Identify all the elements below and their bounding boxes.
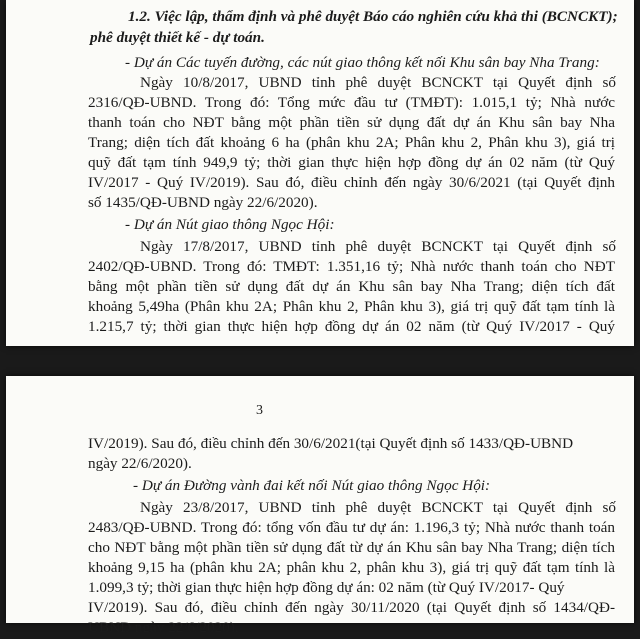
project-1-title: - Dự án Các tuyến đường, các nút giao thông kết nối Khu sân bay Nha Trang: [125, 54, 600, 71]
project-1-line-5: quỹ đất tạm tính 949,9 tỷ; thời gian thực hiện hợp đồng dự án 02 năm (từ Quý [88, 154, 615, 171]
project-2-line-1: Ngày 17/8/2017, UBND tỉnh phê duyệt BCNCKT tại Quyết định số [140, 238, 616, 255]
section-heading-line-2: phê duyệt thiết kế - dự toán. [90, 29, 265, 46]
project-3-line-7: UBND ngày 22/6/2020). [88, 619, 239, 636]
continuation-line-1: IV/2019). Sau đó, điều chỉnh đến 30/6/2021(tại Quyết định số 1433/QĐ-UBND [88, 435, 574, 452]
page-number: 3 [256, 403, 263, 418]
project-1-line-2: 2316/QĐ-UBND. Trong đó: Tổng mức đầu tư (TMĐT): 1.015,1 tỷ; Nhà nước [88, 94, 615, 111]
section-heading-line-1: 1.2. Việc lập, thẩm định và phê duyệt Báo cáo nghiên cứu khả thi (BCNCKT); [128, 8, 618, 25]
project-3-line-1: Ngày 23/8/2017, UBND tỉnh phê duyệt BCNCKT tại Quyết định số [140, 499, 616, 516]
project-2-line-5: 1.215,7 tỷ; thời gian thực hiện hợp đồng dự án 02 năm (từ Quý IV/2017 - Quý [88, 318, 615, 335]
project-3-line-5: 1.099,3 tỷ; thời gian thực hiện hợp đồng dự án: 02 năm (từ Quý IV/2017- Quý [88, 579, 565, 596]
document-page-bottom [6, 376, 634, 636]
project-1-line-7: số 1435/QĐ-UBND ngày 22/6/2020). [88, 194, 318, 211]
project-2-line-4: khoảng 5,49ha (Phân khu 2A; Phân khu 2, Phân khu 3), giá trị quỹ đất tạm tính là [88, 298, 615, 315]
project-3-line-3: cho NĐT bằng một phần tiền sử dụng đất từ dự án Khu sân bay Nha Trang; diện tích [88, 539, 615, 556]
project-3-title: - Dự án Đường vành đai kết nối Nút giao thông Ngọc Hội: [133, 477, 491, 494]
project-2-line-2: 2402/QĐ-UBND. Trong đó: TMĐT: 1.351,16 tỷ; Nhà nước thanh toán cho NĐT [88, 258, 615, 275]
project-3-line-6: IV/2019). Sau đó, điều chỉnh đến ngày 30/11/2020 (tại Quyết định số 1434/QĐ- [88, 599, 615, 616]
project-1-line-4: Trang; diện tích đất khoảng 6 ha (phân khu 2A; Phân khu 2, Phân khu 3), giá trị [88, 134, 615, 151]
document-page-top [6, 0, 634, 346]
project-2-line-3: bằng một phần tiền sử dụng đất dự án Khu sân bay Nha Trang; diện tích đất [88, 278, 615, 295]
project-3-line-4: khoảng 9,15 ha (phân khu 2A; phân khu 2, phân khu 3), giá trị quỹ đất tạm tính là [88, 559, 615, 576]
project-3-line-2: 2483/QĐ-UBND. Trong đó: tổng vốn đầu tư dự án: 1.196,3 tỷ; Nhà nước thanh toán [88, 519, 615, 536]
continuation-line-2: ngày 22/6/2020). [88, 455, 192, 472]
project-1-line-1: Ngày 10/8/2017, UBND tỉnh phê duyệt BCNCKT tại Quyết định số [140, 74, 616, 91]
project-1-line-6: IV/2017 - Quý IV/2019). Sau đó, điều chỉnh đến ngày 30/6/2021 (tại Quyết định [88, 174, 615, 191]
project-1-line-3: thanh toán cho NĐT bằng một phần tiền sử dụng đất dự án Khu sân bay Nha [88, 114, 615, 131]
project-2-title: - Dự án Nút giao thông Ngọc Hội: [125, 216, 335, 233]
